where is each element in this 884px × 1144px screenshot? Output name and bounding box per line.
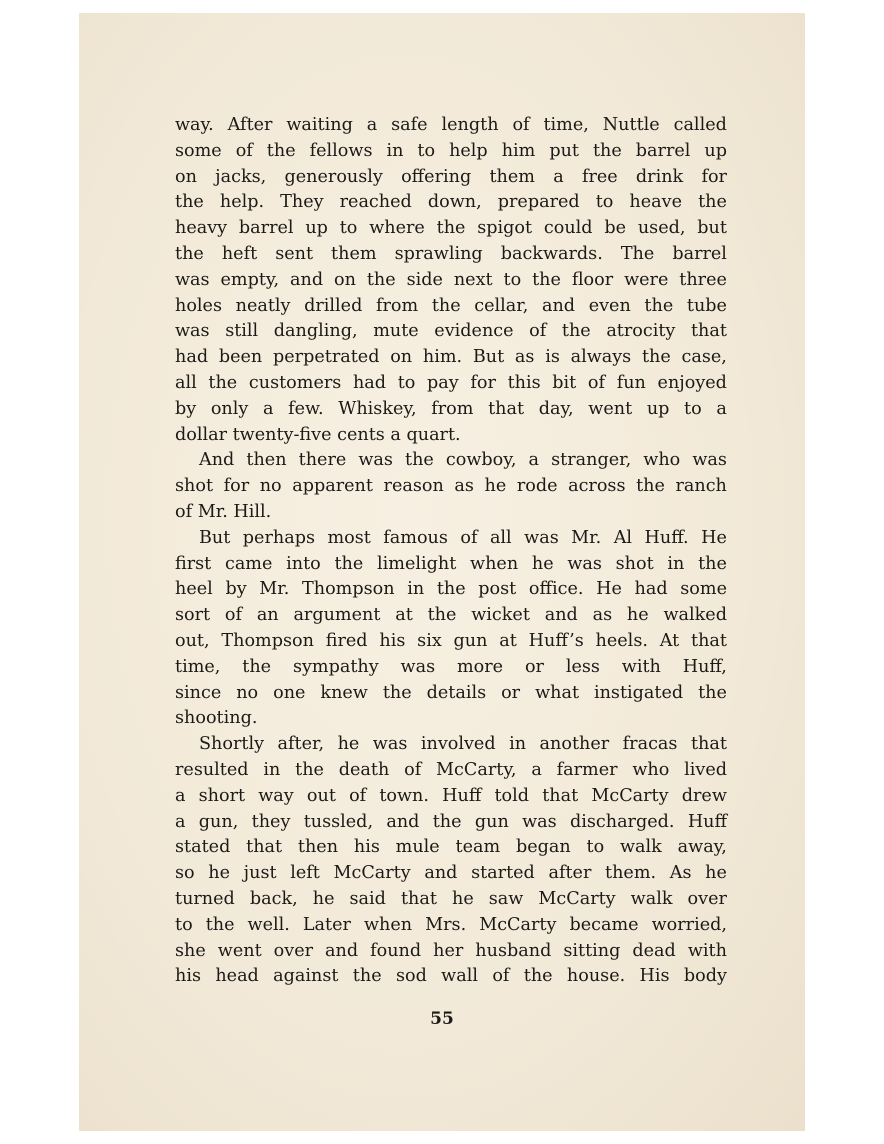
text-line: first came into the limelight when he was shot in the (175, 553, 727, 574)
text-line: shot for no apparent reason as he rode across the ranch (175, 476, 727, 497)
text-line: time, the sympathy was more or less with Huff, (175, 656, 727, 677)
text-line: But perhaps most famous of all was Mr. Al Huff. He (199, 527, 727, 548)
text-line: to the well. Later when Mrs. McCarty became worried, (175, 914, 727, 935)
page-number: 55 (430, 1009, 454, 1029)
text-line: she went over and found her husband sitting dead with (175, 940, 727, 961)
text-line: on jacks, generously offering them a free drink for (175, 166, 727, 187)
text-line: the heft sent them sprawling backwards. The barrel (175, 243, 727, 264)
text-line: way. After waiting a safe length of time, Nuttle called (175, 115, 727, 135)
text-line: was empty, and on the side next to the floor were three (175, 269, 727, 290)
body-text (175, 113, 727, 990)
text-line: resulted in the death of McCarty, a farmer who lived (175, 759, 727, 780)
text-line: dollar twenty-five cents a quart. (175, 424, 461, 445)
book-page (79, 13, 805, 1131)
text-line: was still dangling, mute evidence of the atrocity that (175, 321, 727, 342)
text-line: since no one knew the details or what instigated the (175, 682, 727, 703)
text-line: holes neatly drilled from the cellar, and even the tube (175, 295, 727, 316)
text-line: turned back, he said that he saw McCarty walk over (175, 888, 727, 909)
text-line: a gun, they tussled, and the gun was discharged. Huff (175, 811, 727, 832)
text-line: heavy barrel up to where the spigot could be used, but (175, 218, 727, 239)
text-line: Shortly after, he was involved in another fracas that (199, 734, 727, 755)
text-line: And then there was the cowboy, a stranger, who was (199, 450, 727, 471)
text-line: by only a few. Whiskey, from that day, went up to a (175, 398, 727, 419)
text-line: sort of an argument at the wicket and as he walked (175, 605, 727, 626)
text-line: all the customers had to pay for this bit of fun enjoyed (175, 372, 727, 393)
text-line: had been perpetrated on him. But as is always the case, (175, 347, 727, 368)
text-line: his head against the sod wall of the house. His body (175, 966, 727, 987)
text-line: of Mr. Hill. (175, 501, 272, 522)
text-line: stated that then his mule team began to walk away, (175, 837, 727, 858)
text-line: a short way out of town. Huff told that McCarty drew (175, 785, 727, 806)
text-line: the help. They reached down, prepared to heave the (175, 192, 727, 213)
text-line: shooting. (175, 708, 258, 729)
text-line: heel by Mr. Thompson in the post office. He had some (175, 579, 727, 600)
text-line: some of the fellows in to help him put the barrel up (175, 140, 727, 161)
text-line: out, Thompson fired his six gun at Huff’s heels. At that (175, 630, 727, 651)
text-line: so he just left McCarty and started after them. As he (175, 863, 727, 884)
